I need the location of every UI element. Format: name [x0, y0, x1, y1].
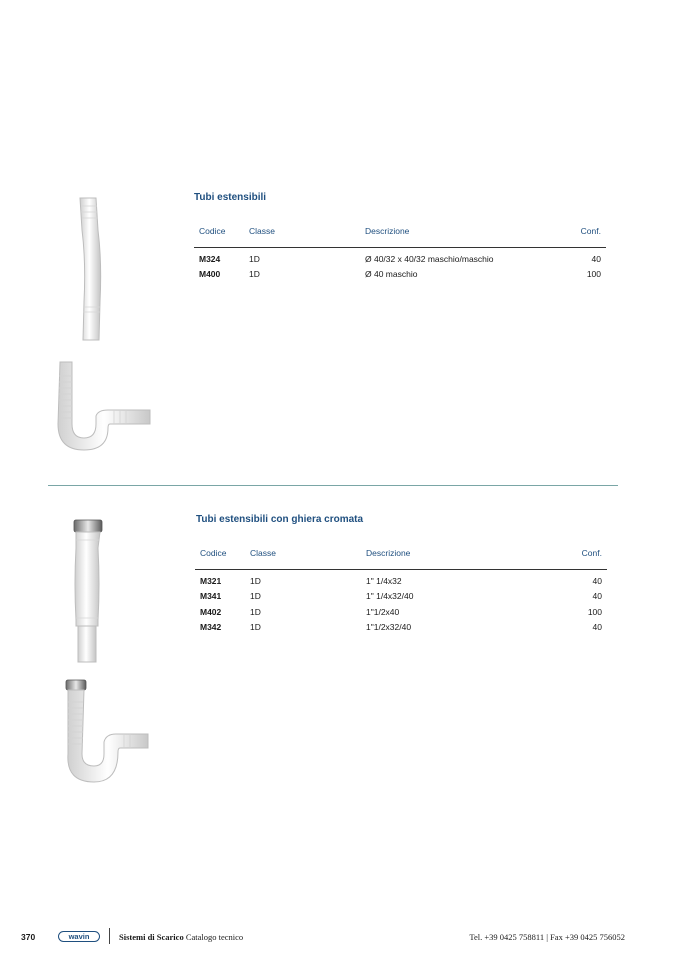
cell-code: M402 [200, 606, 222, 617]
page-footer [0, 927, 677, 947]
header-descrizione: Descrizione [360, 222, 550, 248]
wavin-logo-text: wavin [68, 932, 90, 941]
table-row [194, 267, 606, 283]
cell-code: M321 [200, 575, 222, 586]
cell-class: 1D [250, 575, 261, 586]
cell-conf: 100 [586, 269, 601, 280]
catalog-title-rest: Catalogo tecnico [183, 932, 244, 942]
table-row [194, 248, 606, 267]
cell-class: 1D [250, 622, 261, 633]
cell-code: M324 [199, 253, 221, 264]
catalog-title-bold: Sistemi di Scarico [119, 932, 184, 942]
cell-conf: 40 [591, 253, 601, 264]
header-codice: Codice [194, 222, 244, 248]
table-header-row [194, 222, 606, 248]
product-table-1 [194, 222, 606, 282]
cell-code: M400 [199, 269, 221, 280]
table-row [195, 589, 607, 605]
cell-code: M342 [200, 622, 222, 633]
cell-conf: 100 [587, 606, 602, 617]
page-number: 370 [21, 932, 36, 942]
straight-pipe-chrome-nut-image [62, 514, 112, 666]
straight-extensible-pipe-image [62, 192, 122, 344]
section-divider [48, 485, 618, 486]
table-header-row [195, 544, 607, 570]
catalog-title [119, 932, 243, 942]
header-descrizione: Descrizione [361, 544, 551, 570]
cell-class: 1D [250, 591, 261, 602]
cell-desc: 1"1/2x32/40 [366, 622, 412, 633]
wavin-logo [58, 931, 100, 942]
s-trap-extensible-pipe-image [50, 354, 158, 456]
cell-class: 1D [249, 253, 260, 264]
table-row [195, 570, 607, 589]
cell-desc: 1" 1/4x32 [366, 575, 402, 586]
cell-conf: 40 [592, 591, 602, 602]
table-row [195, 620, 607, 636]
cell-desc: 1"1/2x40 [366, 606, 400, 617]
cell-desc: Ø 40/32 x 40/32 maschio/maschio [365, 253, 494, 264]
header-classe: Classe [244, 222, 360, 248]
cell-desc: 1" 1/4x32/40 [366, 591, 414, 602]
cell-desc: Ø 40 maschio [365, 269, 418, 280]
s-trap-chrome-nut-image [52, 676, 154, 788]
cell-conf: 40 [592, 575, 602, 586]
header-codice: Codice [195, 544, 245, 570]
cell-conf: 40 [592, 622, 602, 633]
cell-code: M341 [200, 591, 222, 602]
footer-separator [109, 928, 110, 944]
header-classe: Classe [245, 544, 361, 570]
section-title-tubi-estensibili-ghiera: Tubi estensibili con ghiera cromata [196, 514, 364, 525]
header-conf: Conf. [550, 222, 606, 248]
header-conf: Conf. [551, 544, 607, 570]
table-row [195, 604, 607, 620]
cell-class: 1D [250, 606, 261, 617]
section-title-tubi-estensibili: Tubi estensibili [194, 192, 267, 203]
cell-class: 1D [249, 269, 260, 280]
contact-info: Tel. +39 0425 758811 | Fax +39 0425 756052 [469, 932, 625, 942]
product-table-2 [195, 544, 607, 635]
